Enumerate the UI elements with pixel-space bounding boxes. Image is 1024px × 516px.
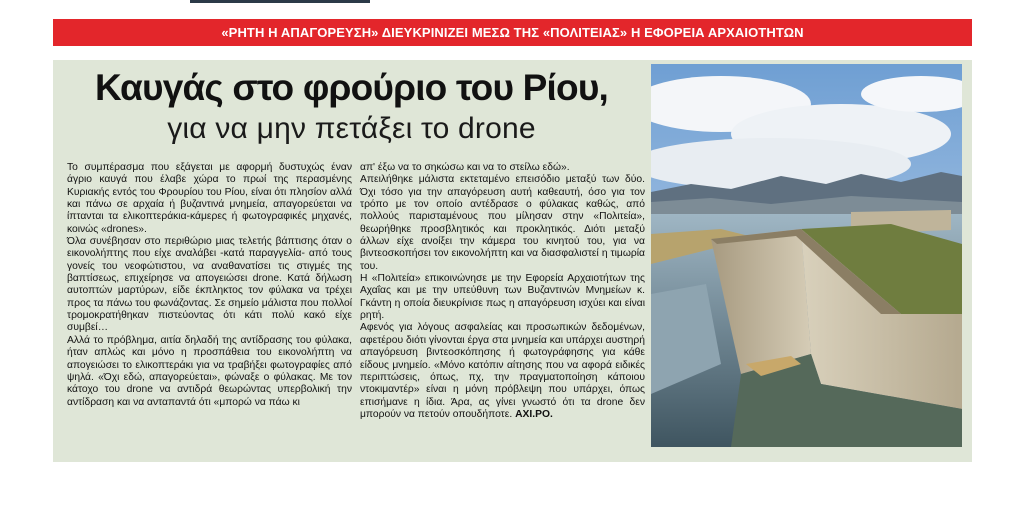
kicker-banner: «ΡΗΤΗ Η ΑΠΑΓΟΡΕΥΣΗ» ΔΙΕΥΚΡΙΝΙΖΕΙ ΜΕΣΩ ΤΗΣ «ΠΟΛΙΤΕΙΑΣ» Η ΕΦΟΡΕΙΑ ΑΡΧΑΙΟΤΗΤΩΝ: [53, 19, 972, 46]
top-rule: [190, 0, 370, 3]
paragraph: Το συμπέρασμα που εξάγεται με αφορμή δυστυχώς έναν άγριο καυγά που έλαβε χώρα το πρωί της περασμένης Κυριακής εντός του Φρουρίου του Ρίου, είναι ότι πλησίον αλλά και πάνω σε αρχαία ή βυζαντινά μνημεία, απαγορεύεται να ίπτανται τα ελικοπτεράκια-κάμερες ή φωτογραφικές μηχανές, κοινώς «drones».: [67, 162, 352, 235]
paragraph: Η «Πολιτεία» επικοινώνησε με την Εφορεία Αρχαιοτήτων της Αχαΐας και με την υπεύθυνη των Βυζαντινών Μνημείων κ. Γκάντη η οποία διευκρίνισε πως η απαγόρευση ισχύει και είναι ρητή.: [360, 273, 645, 322]
headline-main: Καυγάς στο φρούριο του Ρίου,: [94, 67, 609, 108]
article-column-2: [360, 162, 645, 421]
paragraph-text: Αφενός για λόγους ασφαλείας και προσωπικών δεδομένων, αφετέρου διότι γίνονται έργα στα μνημεία και υπάρχει αυστηρή απαγόρευση βιντεοσκόπησης ή φωτογράφησης για κάθε είδους μνημείο. «Μόνο κατόπιν αίτησης που να αφορά ειδικές περιπτώσεις, όπως, πχ, την πραγματοποίηση κάποιου ντοκιμαντέρ» είναι η μόνη πρόβλεψη που υπάρχει, όπως επισήμανε η ίδια. Άρα, ας γίνει γνωστό ότι τα drone δεν μπορούν να πετούν οπουδήποτε.: [360, 322, 645, 420]
paragraph: Απειλήθηκε μάλιστα εκτεταμένο επεισόδιο μεταξύ των δύο. Όχι τόσο για την απαγόρευση αυτή καθεαυτή, όσο για τον τρόπο με τον οποίο αντέδρασε ο φύλακας καθώς, από πολλούς παρισταμένους που μίλησαν στην «Πολιτεία», θεωρήθηκε προσβλητικός και προκλητικός. Διότι μεταξύ άλλων είχε ανοίξει την κάμερα του κινητού του, για να βιντεοσκοπήσει τον εικονολήπτη και να διασφαλιστεί η τιμωρία του.: [360, 174, 645, 272]
paragraph: απ' έξω να το σηκώσω και να το στείλω εδώ».: [360, 162, 570, 173]
article-column-1: [67, 162, 352, 409]
author-signature: ΑΧΙ.ΡΟ.: [515, 408, 553, 420]
fortress-photo: [651, 64, 962, 447]
headline: [53, 66, 650, 148]
paragraph-last: [360, 322, 645, 421]
headline-sub: για να μην πετάξει το drone: [167, 112, 536, 145]
paragraph: Όλα συνέβησαν στο περιθώριο μιας τελετής βάπτισης όταν ο εικονολήπτης που είχε αναλάβει -κατά παραγγελία- από τους γονείς του νεοφώτιστου, να αναθανατίσει τις στιγμές της βαπτίσεως, επιχείρησε να απογειώσει drone. Κατά δήλωση αυτοπτών μαρτύρων, είδε έκπληκτος τον φύλακα να τρέχει προς τα πάνω του φωνάζοντας. Σε σημείο μάλιστα που πολλοί τρομοκρατήθηκαν πιστεύοντας ότι κάτι πολύ κακό είχε συμβεί…: [67, 236, 352, 334]
paragraph: Αλλά το πρόβλημα, αιτία δηλαδή της αντίδρασης του φύλακα, ήταν απλώς και μόνο η προσπάθεια του εικονολήπτη να απογειώσει το ελικοπτεράκι για να τραβήξει φωτογραφίες από ψηλά. «Όχι εδώ, απαγορεύεται», φώναξε ο φύλακας. Με τον κάτοχο του drone να αντιδρά θεωρώντας υπερβολική την αντίδραση και να ανταπαντά ότι «μπορώ να πάω κι: [67, 334, 352, 408]
